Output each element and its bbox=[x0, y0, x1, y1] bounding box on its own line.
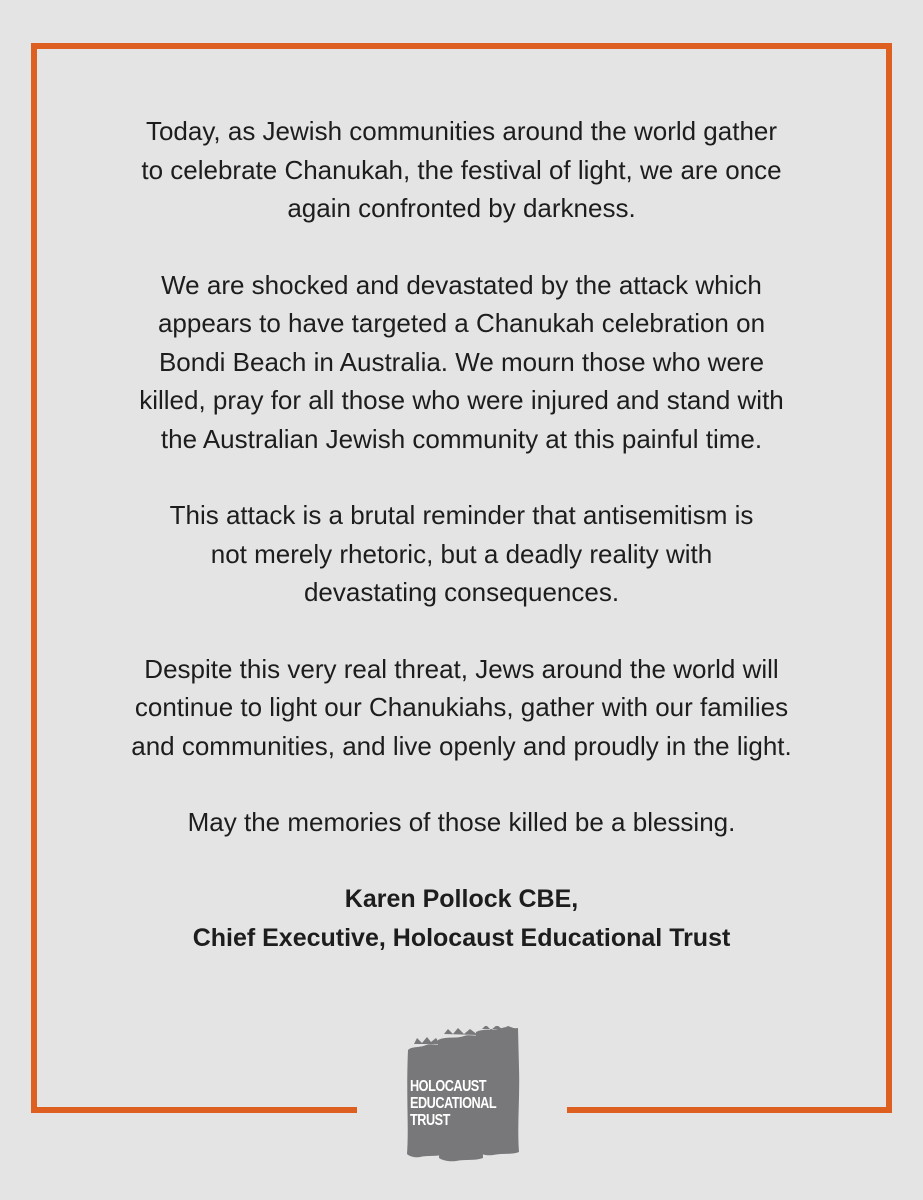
statement-line: Bondi Beach in Australia. We mourn those who were bbox=[158, 346, 765, 377]
signature-name: Karen Pollock CBE, bbox=[344, 884, 579, 913]
statement-body bbox=[60, 112, 863, 958]
frame-border-top bbox=[31, 43, 892, 49]
statement-line: killed, pray for all those who were injured and stand with bbox=[139, 385, 784, 415]
signature-title: Chief Executive, Holocaust Educational Trust bbox=[192, 923, 731, 952]
logo-wordmark-line: HOLOCAUST bbox=[410, 1078, 487, 1095]
signature-block bbox=[60, 880, 863, 958]
paragraph-resilience bbox=[60, 650, 863, 766]
frame-border-right bbox=[886, 43, 892, 1113]
logo-wordmark-line: TRUST bbox=[410, 1112, 450, 1129]
statement-line: again confronted by darkness. bbox=[287, 193, 636, 223]
paragraph-blessing bbox=[60, 803, 863, 842]
frame-border-bottom-right bbox=[567, 1107, 892, 1113]
statement-line: devastating consequences. bbox=[303, 577, 620, 607]
paragraph-reminder bbox=[60, 496, 863, 612]
statement-line: and communities, and live openly and proudly in the light. bbox=[131, 730, 792, 761]
statement-line: continue to light our Chanukiahs, gather with our families bbox=[134, 692, 789, 722]
frame-border-left bbox=[31, 43, 37, 1113]
statement-line: the Australian Jewish community at this painful time. bbox=[160, 423, 763, 454]
logo-wordmark-line: EDUCATIONAL bbox=[410, 1095, 497, 1112]
statement-line: to celebrate Chanukah, the festival of light, we are once bbox=[141, 154, 782, 185]
statement-line: This attack is a brutal reminder that antisemitism is bbox=[169, 500, 754, 530]
statement-line: May the memories of those killed be a blessing. bbox=[187, 807, 736, 837]
statement-line: Today, as Jewish communities around the world gather bbox=[145, 116, 778, 146]
frame-border-bottom-left bbox=[31, 1107, 357, 1113]
statement-line: We are shocked and devastated by the attack which bbox=[161, 269, 762, 300]
statement-line: Despite this very real threat, Jews around the world will bbox=[144, 653, 779, 684]
statement-line: not merely rhetoric, but a deadly reality with bbox=[210, 538, 713, 569]
paragraph-attack bbox=[60, 266, 863, 459]
logo-wordmark bbox=[410, 1078, 496, 1129]
statement-line: appears to have targeted a Chanukah celebration on bbox=[157, 308, 766, 338]
paragraph-intro bbox=[60, 112, 863, 228]
